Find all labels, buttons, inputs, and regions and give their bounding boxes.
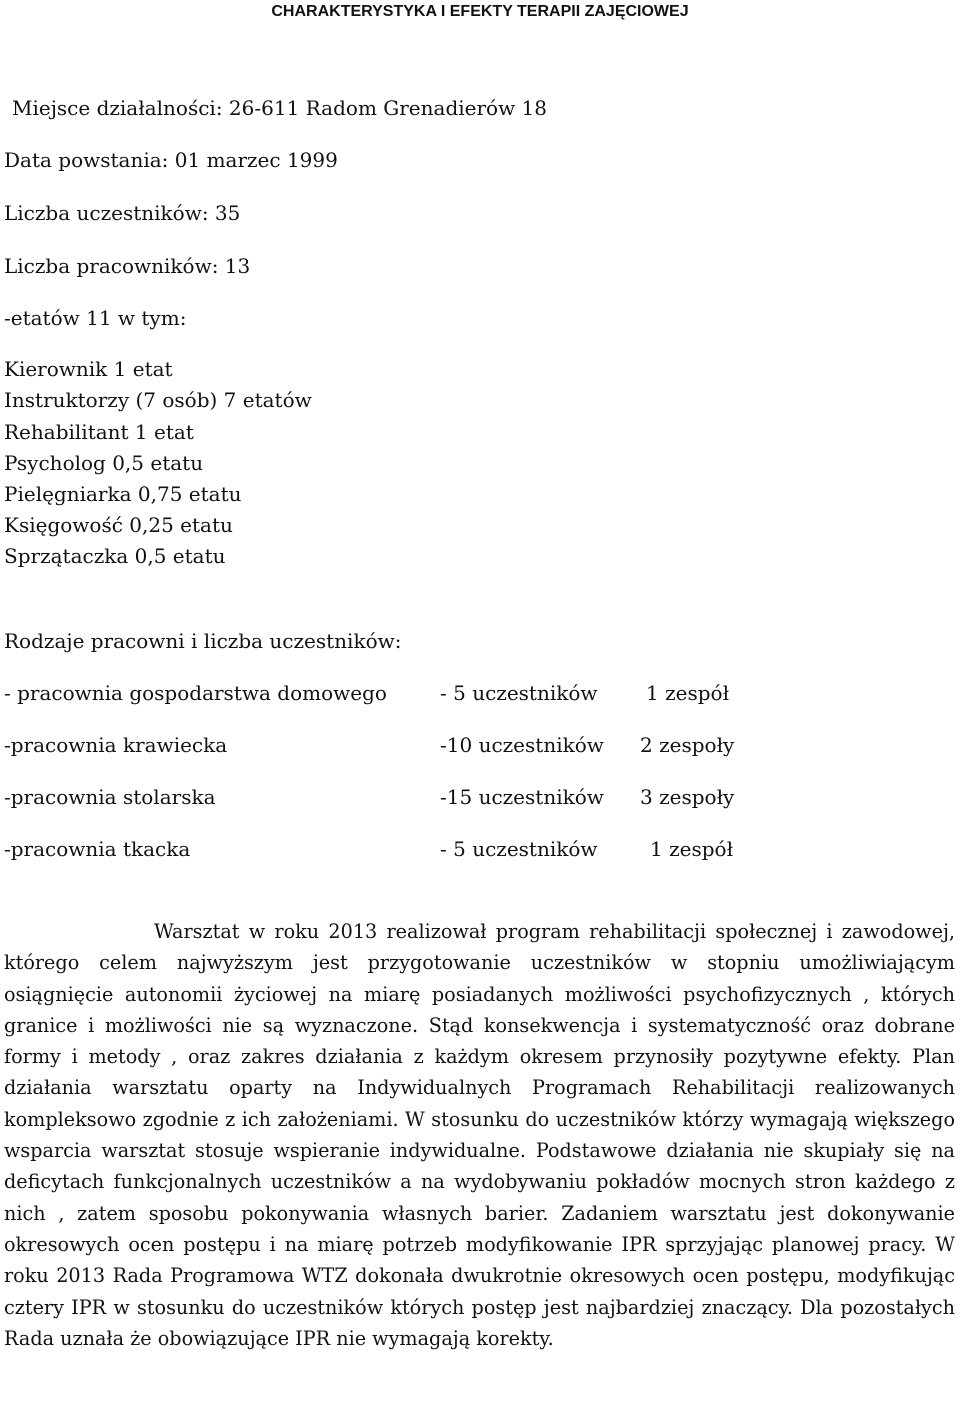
info-location: Miejsce działalności: 26-611 Radom Grenadierów 18	[12, 96, 547, 120]
info-fte: -etatów 11 w tym:	[4, 306, 187, 330]
document-title: CHARAKTERYSTYKA I EFEKTY TERAPII ZAJĘCIOWEJ	[271, 3, 689, 20]
workshop-teams: 3 zespoły	[640, 785, 735, 809]
workshop-name: - pracownia gospodarstwa domowego	[4, 681, 387, 705]
summary-text: Warsztat w roku 2013 realizował program rehabilitacji społecznej i zawodowej, którego celem najwyższym jest przygotowanie uczestników w stopniu umożliwiającym osiągnięcie autonomii życiowej na miarę posiadanych możliwości psychofizycznych , których granice i możliwości nie są wyznaczone. Stąd konsekwencja i systematyczność oraz dobrane formy i metody , oraz zakres działania z każdym okresem przynosiły pozytywne efekty. Plan działania warsztatu oparty na Indywidualnych Programach Rehabilitacji realizowanych kompleksowo zgodnie z ich założeniami. W stosunku do uczestników którzy wymagają większego wsparcia warsztat stosuje wspieranie indywidualne. Podstawowe działania nie skupiały się na deficytach funkcjonalnych uczestników a na wydobywaniu pokładów mocnych stron każdego z nich , zatem sposobu pokonywania własnych barier. Zadaniem warsztatu jest dokonywanie okresowych ocen postępu i na miarę potrzeb modyfikowanie IPR sprzyjając planowej pracy. W roku 2013 Rada Programowa WTZ dokonała dwukrotnie okresowych ocen postępu, modyfikując cztery IPR w stosunku do uczestników których postęp jest najbardziej znaczący. Dla pozostałych Rada uznała że obowiązujące IPR nie wymagają korekty.	[4, 920, 955, 1350]
staff-item: Księgowość 0,25 etatu	[4, 513, 233, 537]
info-created: Data powstania: 01 marzec 1999	[4, 148, 338, 172]
workshop-count: - 5 uczestników	[440, 681, 598, 705]
info-employees: Liczba pracowników: 13	[4, 254, 251, 278]
staff-item: Psycholog 0,5 etatu	[4, 451, 204, 475]
staff-item: Rehabilitant 1 etat	[4, 420, 194, 444]
workshop-count: -10 uczestników	[440, 733, 604, 757]
staff-item: Kierownik 1 etat	[4, 357, 173, 381]
workshop-teams: 1 zespół	[646, 681, 730, 705]
workshop-name: -pracownia stolarska	[4, 785, 216, 809]
workshop-teams: 2 zespoły	[640, 733, 735, 757]
info-participants: Liczba uczestników: 35	[4, 201, 241, 225]
staff-item: Instruktorzy (7 osób) 7 etatów	[4, 388, 312, 412]
workshop-count: -15 uczestników	[440, 785, 604, 809]
workshop-count: - 5 uczestników	[440, 837, 598, 861]
workshop-name: -pracownia tkacka	[4, 837, 191, 861]
staff-item: Sprzątaczka 0,5 etatu	[4, 544, 226, 568]
workshop-teams: 1 zespół	[650, 837, 734, 861]
staff-item: Pielęgniarka 0,75 etatu	[4, 482, 242, 506]
workshops-heading: Rodzaje pracowni i liczba uczestników:	[4, 629, 402, 653]
summary-paragraph	[4, 916, 955, 1354]
workshop-name: -pracownia krawiecka	[4, 733, 228, 757]
